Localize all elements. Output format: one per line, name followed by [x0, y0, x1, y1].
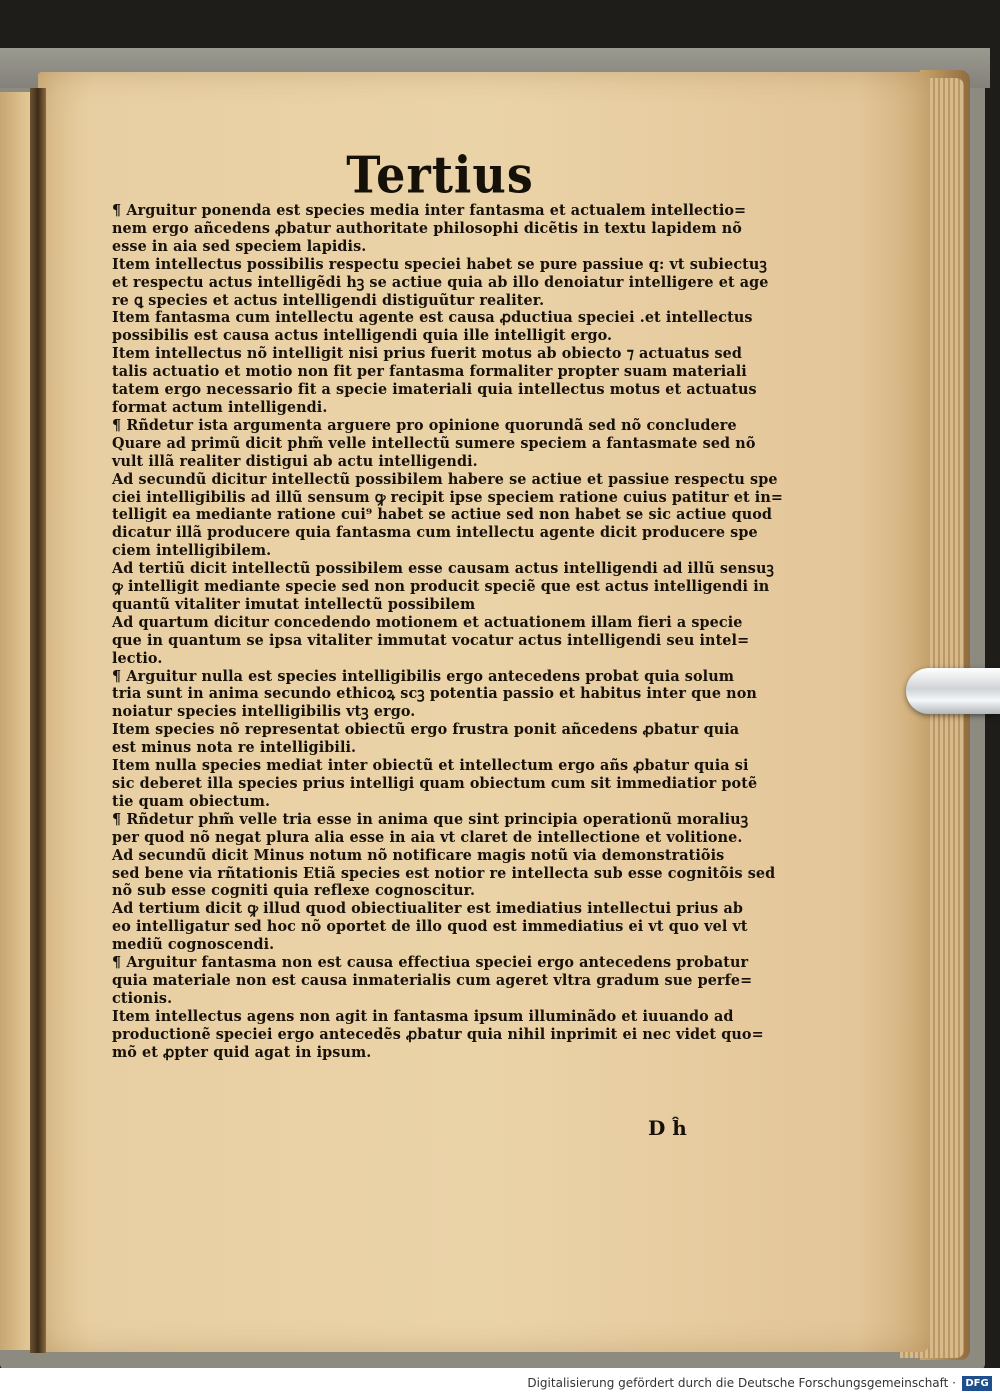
- footer-credit: Digitalisierung gefördert durch die Deutsche Forschungsgemeinschaft ·: [527, 1376, 956, 1390]
- text-line: Item intellectus nõ intelligit nisi prius fuerit motus ab obiecto ⁊ actuatus sed: [112, 345, 743, 363]
- text-line: ciem intelligibilem.: [112, 542, 272, 560]
- dfg-logo: DFG: [962, 1376, 992, 1391]
- text-line: tie quam obiectum.: [112, 792, 271, 810]
- text-line: Ad secundũ dicit Minus notum nõ notificare magis notũ via demonstratiõis: [112, 846, 725, 864]
- text-line: ¶ Arguitur ponenda est species media inter fantasma et actualem intellectio=: [112, 202, 747, 219]
- text-line: Ad tertiũ dicit intellectũ possibilem esse causam actus intelligendi ad illũ sensuꝫ: [112, 560, 774, 578]
- text-line: productionẽ speciei ergo antecedẽs ꝓbatur quia nihil inprimit ei nec videt quo=: [112, 1025, 764, 1043]
- text-line: ctionis.: [112, 989, 173, 1007]
- text-line: quantũ vitaliter imutat intellectũ possibilem: [112, 595, 476, 613]
- text-line: est minus nota re intelligibili.: [112, 739, 357, 757]
- text-line: Item intellectus possibilis respectu speciei habet se pure passiue q: vt subiectuꝫ: [112, 255, 767, 273]
- text-line: que in quantum se ipsa vitaliter immutat vocatur actus intelligendi seu intel=: [112, 631, 750, 649]
- text-line: quia materiale non est causa inmaterialis cum ageret vltra gradum sue perfe=: [112, 971, 753, 989]
- text-line: Item species nõ representat obiectũ ergo frustra ponit añcedens ꝓbatur quia: [112, 721, 740, 739]
- text-line: Ad quartum dicitur concedendo motionem et actuationem illam fieri a specie: [112, 613, 743, 631]
- text-line: format actum intelligendi.: [112, 398, 328, 416]
- text-line: Ad secundũ dicitur intellectũ possibilem habere se actiue et passiue respectu spe: [112, 470, 778, 488]
- text-line: nõ sub esse cogniti quia reflexe cognoscitur.: [112, 882, 476, 900]
- page-heading: Tertius: [346, 145, 534, 205]
- text-line: tria sunt in anima secundo ethicoꝝ scꝫ potentia passio et habitus inter que non: [112, 685, 757, 703]
- text-line: Item intellectus agens non agit in fantasma ipsum illuminãdo et iuuando ad: [112, 1007, 734, 1025]
- text-line: esse in aia sed speciem lapidis.: [112, 237, 367, 255]
- text-line: talis actuatio et motio non fit per fantasma formaliter propter suam materiali: [112, 363, 747, 381]
- text-line: telligit ea mediante ratione cui⁹ habet se actiue sed non habet se sic actiue quod: [112, 506, 773, 524]
- text-line: lectio.: [112, 649, 163, 667]
- text-line: tatem ergo necessario fit a specie imateriali quia intellectus motus et actuatus: [112, 381, 757, 399]
- text-line: Item fantasma cum intellectu agente est causa ꝓductiua speciei .et intellectus: [112, 309, 753, 327]
- text-line: dicatur illã producere quia fantasma cum intellectu agente dicit producere spe: [112, 524, 758, 542]
- text-line: mediũ cognoscendi.: [112, 936, 275, 954]
- text-line: ciei intelligibilis ad illũ sensum ꝙ recipit ipse speciem ratione cuius patitur et in=: [112, 488, 783, 506]
- text-line: ¶ Arguitur nulla est species intelligibilis ergo antecedens probat quia solum: [112, 667, 735, 685]
- text-line: sic deberet illa species prius intelligi quam obiectum cum sit immediatior potẽ: [112, 775, 758, 792]
- text-line: Item nulla species mediat inter obiectũ et intellectum ergo añs ꝓbatur quia si: [112, 757, 749, 775]
- text-line: vult illã realiter distigui ab actu intelligendi.: [112, 452, 478, 470]
- text-line: sed bene via rñtationis Etiã species est notior re intellecta sub esse cognitõis sed: [112, 864, 776, 882]
- page-clip: [906, 668, 1000, 714]
- text-line: ꝙ intelligit mediante specie sed non producit speciẽ que est actus intelligendi in: [112, 578, 770, 596]
- text-line: noiatur species intelligibilis vtꝫ ergo.: [112, 703, 416, 721]
- text-line: eo intelligatur sed hoc nõ oportet de illo quod est immediatius ei vt quo vel vt: [112, 918, 748, 936]
- text-line: per quod nõ negat plura alia esse in aia vt claret de intellectione et volitione.: [112, 828, 743, 846]
- text-line: Quare ad primũ dicit phm̃ velle intellectũ sumere speciem a fantasmate sed nõ: [112, 434, 756, 452]
- text-line: Ad tertium dicit ꝙ illud quod obiectiualiter est imediatius intellectui prius ab: [112, 900, 744, 918]
- footer-bar: [0, 1368, 1000, 1398]
- book-gutter: [30, 88, 46, 1353]
- text-line: ¶ Arguitur fantasma non est causa effectiua speciei ergo antecedens probatur: [112, 954, 749, 972]
- text-line: nem ergo añcedens ꝓbatur authoritate philosophi dicẽtis in textu lapidem nõ: [112, 219, 742, 237]
- text-line: re ꝗ species et actus intelligendi distiguũtur realiter.: [112, 291, 545, 309]
- page-body-text: [112, 202, 783, 1062]
- text-line: ¶ Rñdetur phm̃ velle tria esse in anima que sint principia operationũ moraliuꝫ: [112, 810, 749, 828]
- text-line: et respectu actus intelligẽdi hꝫ se actiue quia ab illo denoiatur intelligere et age: [112, 273, 769, 291]
- text-line: possibilis est causa actus intelligendi quia ille intelligit ergo.: [112, 327, 613, 345]
- text-line: ¶ Rñdetur ista argumenta arguere pro opinione quorundã sed nõ concludere: [112, 416, 737, 434]
- text-line: mõ et ꝓpter quid agat in ipsum.: [112, 1043, 372, 1061]
- signature-mark: D ĥ: [648, 1116, 687, 1140]
